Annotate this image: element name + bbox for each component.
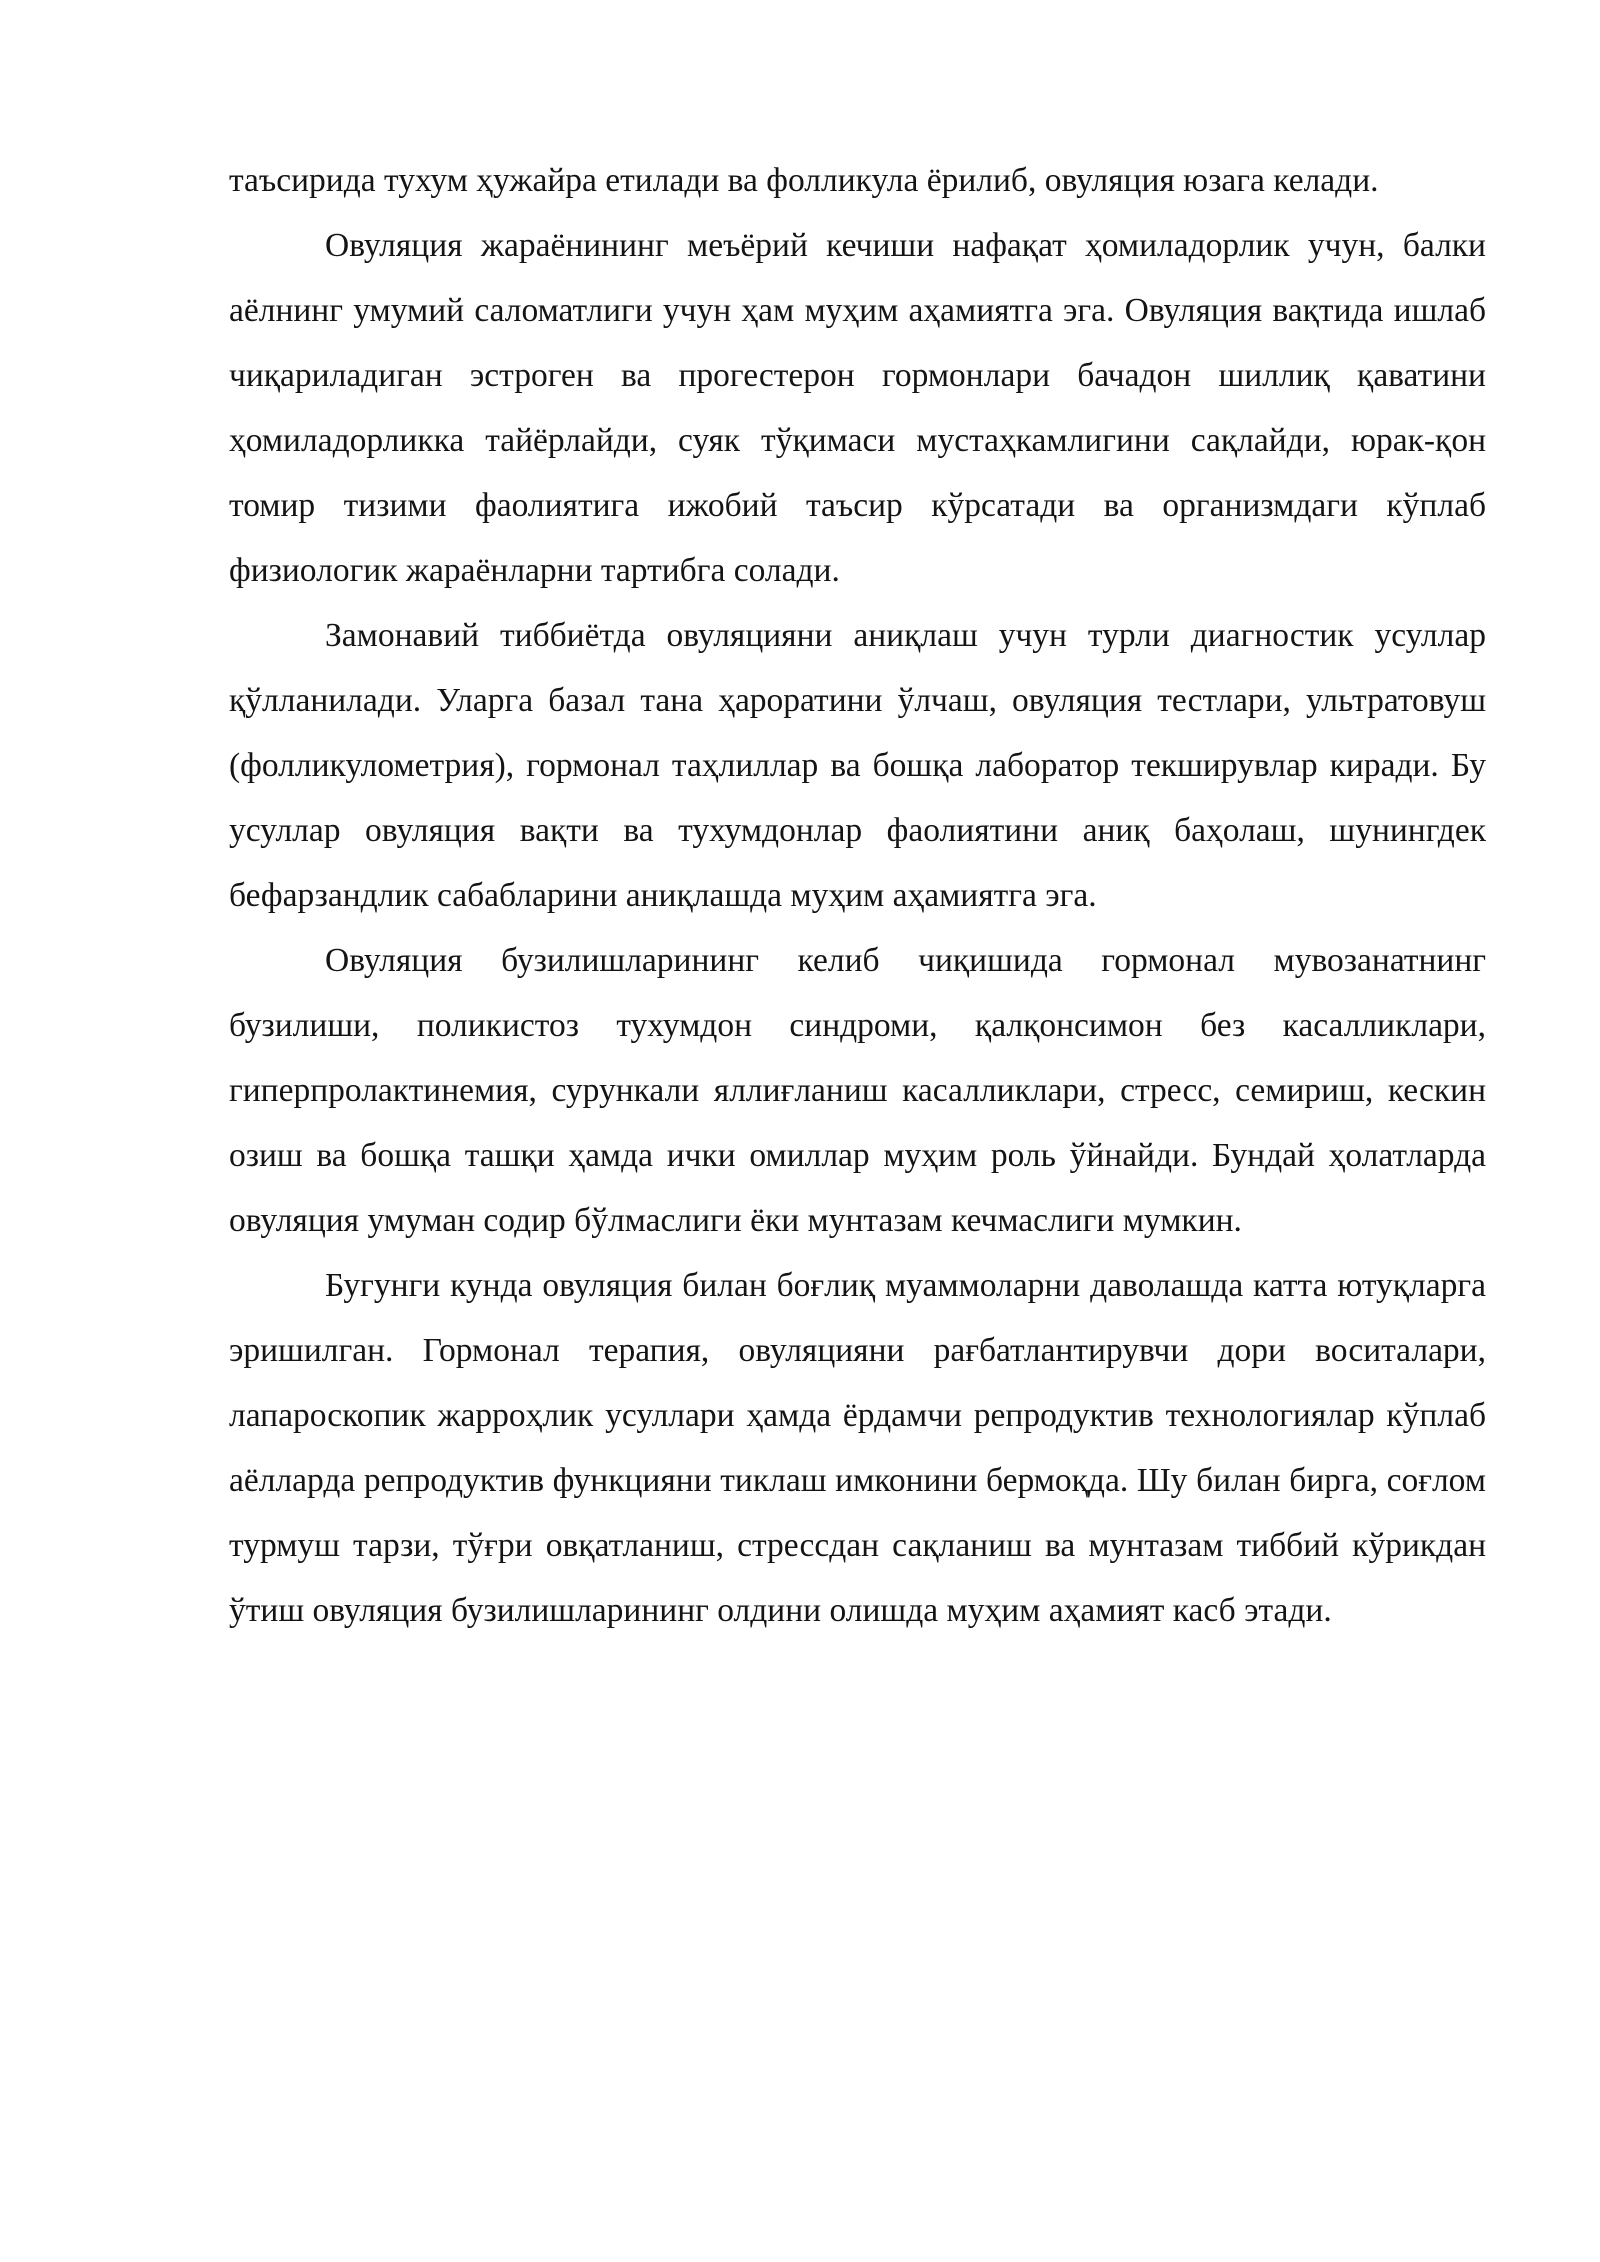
paragraph-diagnostic-methods: Замонавий тиббиётда овуляцияни аниқлаш учун турли диагностик усуллар қўлланилади. Уларга базал тана ҳароратини ўлчаш, овуляция тестлари, ультратовуш (фолликулометрия), гормонал таҳлиллар ва бошқа лаборатор текширувлар киради. Бу усуллар овуляция вақти ва тухумдонлар фаолиятини аниқ баҳолаш, шунингдек бефарзандлик сабабларини аниқлашда муҳим аҳамиятга эга. xyxy=(229,617,1486,914)
document-body xyxy=(229,148,1486,1643)
paragraph-continuation: таъсирида тухум ҳужайра етилади ва фолликула ёрилиб, овуляция юзага келади. xyxy=(229,162,1379,199)
paragraph-ovulation-importance: Овуляция жараёнининг меъёрий кечиши нафақат ҳомиладорлик учун, балки аёлнинг умумий саломатлиги учун ҳам муҳим аҳамиятга эга. Овуляция вақтида ишлаб чиқариладиган эстроген ва прогестерон гормонлари бачадон шиллиқ қаватини ҳомиладорликка тайёрлайди, суяк тўқимаси мустаҳкамлигини сақлайди, юрак-қон томир тизими фаолиятига ижобий таъсир кўрсатади ва организмдаги кўплаб физиологик жараёнларни тартибга солади. xyxy=(229,227,1486,589)
paragraph-ovulation-disorders: Овуляция бузилишларининг келиб чиқишида гормонал мувозанатнинг бузилиши, поликистоз тухумдон синдроми, қалқонсимон без касалликлари, гиперпролактинемия, сурункали яллиғланиш касалликлари, стресс, семириш, кескин озиш ва бошқа ташқи ҳамда ички омиллар муҳим роль ўйнайди. Бундай ҳолатларда овуляция умуман содир бўлмаслиги ёки мунтазам кечмаслиги мумкин. xyxy=(229,942,1486,1239)
paragraph-treatment: Бугунги кунда овуляция билан боғлиқ муаммоларни даволашда катта ютуқларга эришилган. Гормонал терапия, овуляцияни рағбатлантирувчи дори воситалари, лапароскопик жарроҳлик усуллари ҳамда ёрдамчи репродуктив технологиялар кўплаб аёлларда репродуктив функцияни тиклаш имконини бермоқда. Шу билан бирга, соғлом турмуш тарзи, тўғри овқатланиш, стрессдан сақланиш ва мунтазам тиббий кўрикдан ўтиш овуляция бузилишларининг олдини олишда муҳим аҳамият касб этади. xyxy=(229,1267,1486,1629)
